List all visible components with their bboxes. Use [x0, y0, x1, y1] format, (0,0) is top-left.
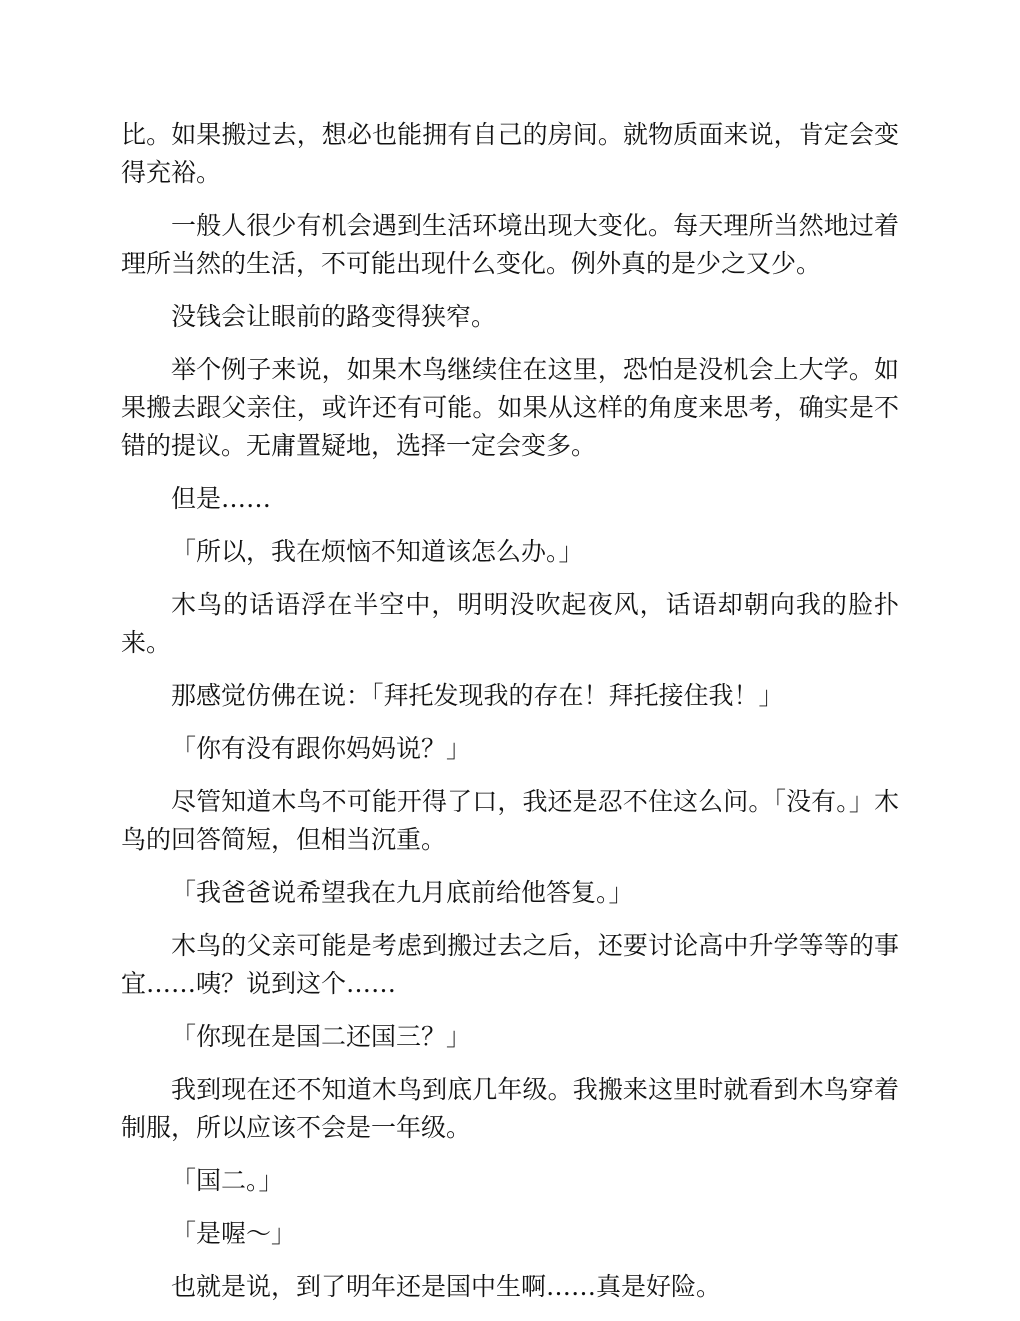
- paragraph: 一般人很少有机会遇到生活环境出现大变化。每天理所当然地过着理所当然的生活，不可能出现什么变化。例外真的是少之又少。: [121, 211, 899, 278]
- dialogue-paragraph: 「国二。」: [171, 1166, 284, 1195]
- paragraph: 举个例子来说，如果木鸟继续住在这里，恐怕是没机会上大学。如果搬去跟父亲住，或许还有可能。如果从这样的角度来思考，确实是不错的提议。无庸置疑地，选择一定会变多。: [121, 355, 899, 460]
- paragraph: 木鸟的父亲可能是考虑到搬过去之后，还要讨论高中升学等等的事宜……咦？说到这个……: [121, 931, 899, 998]
- paragraph: 比。如果搬过去，想必也能拥有自己的房间。就物质面来说，肯定会变得充裕。: [121, 120, 899, 187]
- dialogue-paragraph: 「我爸爸说希望我在九月底前给他答复。」: [171, 878, 634, 907]
- paragraph: 没钱会让眼前的路变得狭窄。: [171, 302, 497, 331]
- paragraph: 我到现在还不知道木鸟到底几年级。我搬来这里时就看到木鸟穿着制服，所以应该不会是一年级。: [121, 1075, 899, 1142]
- paragraph: 那感觉仿佛在说：「拜托发现我的存在！拜托接住我！」: [171, 681, 784, 710]
- paragraph: 木鸟的话语浮在半空中，明明没吹起夜风，话语却朝向我的脸扑来。: [121, 590, 899, 657]
- dialogue-paragraph: 「你现在是国二还国三？」: [171, 1022, 472, 1051]
- dialogue-paragraph: 「所以，我在烦恼不知道该怎么办。」: [171, 537, 584, 566]
- dialogue-paragraph: 「你有没有跟你妈妈说？」: [171, 734, 472, 763]
- paragraph: 但是……: [171, 484, 272, 513]
- dialogue-paragraph: 「是喔～」: [171, 1219, 297, 1248]
- page-text: [121, 116, 899, 1321]
- paragraph: 尽管知道木鸟不可能开得了口，我还是忍不住这么问。「没有。」木鸟的回答简短，但相当沉重。: [121, 787, 899, 854]
- paragraph: 也就是说，到了明年还是国中生啊……真是好险。: [171, 1272, 722, 1301]
